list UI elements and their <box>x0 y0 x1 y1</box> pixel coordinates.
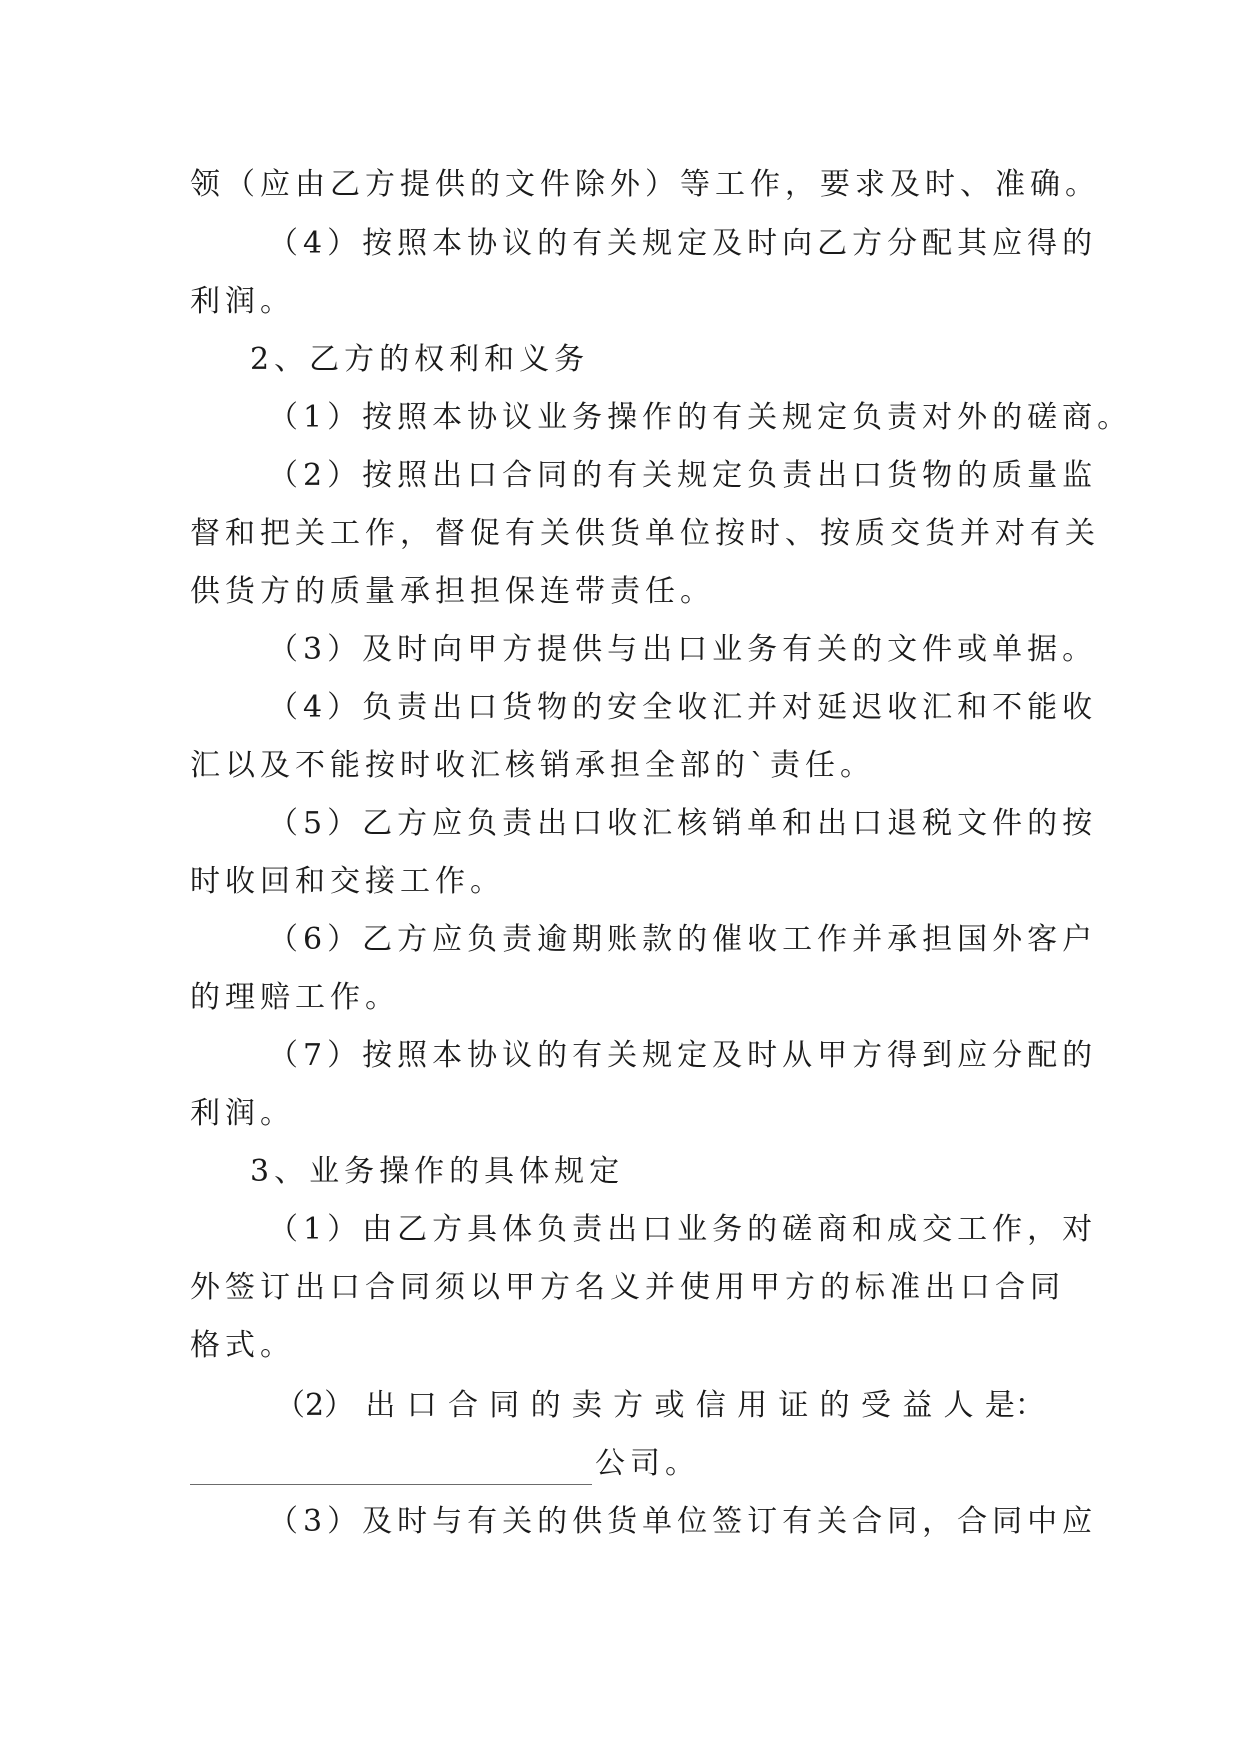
text-line: （6）乙方应负责逾期账款的催收工作并承担国外客户 <box>268 922 1098 957</box>
text-line: 供货方的质量承担担保连带责任。 <box>190 574 715 609</box>
text-line: （5）乙方应负责出口收汇核销单和出口退税文件的按 <box>268 806 1098 841</box>
spread-char: 合 <box>447 1388 478 1423</box>
spread-char: 用 <box>737 1388 768 1423</box>
spread-char: 卖 <box>571 1388 602 1423</box>
spread-char: 是： <box>984 1388 1045 1423</box>
text-line: （7）按照本协议的有关规定及时从甲方得到应分配的 <box>268 1038 1098 1073</box>
section-heading: 3、业务操作的具体规定 <box>250 1154 625 1189</box>
text-line: （3）及时向甲方提供与出口业务有关的文件或单据。 <box>268 632 1098 667</box>
text-line: （4）负责出口货物的安全收汇并对延迟收汇和不能收 <box>268 690 1098 725</box>
spread-char: 益 <box>902 1388 933 1423</box>
spread-char: 口 <box>406 1388 437 1423</box>
spread-char: 同 <box>489 1388 520 1423</box>
text-line: （2）按照出口合同的有关规定负责出口货物的质量监 <box>268 458 1098 493</box>
spread-char: （2） <box>275 1388 355 1423</box>
text-line: 公司。 <box>595 1446 700 1481</box>
text-line: 领（应由乙方提供的文件除外）等工作，要求及时、准确。 <box>190 167 1100 202</box>
spread-char: 方 <box>613 1388 644 1423</box>
spread-char: 人 <box>943 1388 974 1423</box>
spread-char: 或 <box>654 1388 685 1423</box>
text-line: （3）及时与有关的供货单位签订有关合同，合同中应 <box>268 1504 1098 1539</box>
text-line: 汇以及不能按时收汇核销承担全部的`责任。 <box>190 748 875 783</box>
text-line: 的理赔工作。 <box>190 980 400 1015</box>
spread-char: 出 <box>365 1388 396 1423</box>
text-line: （1）按照本协议业务操作的有关规定负责对外的磋商。 <box>268 400 1133 435</box>
text-line: 时收回和交接工作。 <box>190 864 505 899</box>
spread-text-line <box>275 1386 1045 1426</box>
spread-char: 受 <box>860 1388 891 1423</box>
text-line: 外签订出口合同须以甲方名义并使用甲方的标准出口合同 <box>190 1270 1065 1305</box>
text-line: 利润。 <box>190 284 295 319</box>
spread-char: 的 <box>530 1388 561 1423</box>
fill-in-blank-line <box>190 1484 592 1485</box>
text-line: 格式。 <box>190 1328 295 1363</box>
spread-char: 的 <box>819 1388 850 1423</box>
text-line: （1）由乙方具体负责出口业务的磋商和成交工作，对 <box>268 1212 1098 1247</box>
text-line: （4）按照本协议的有关规定及时向乙方分配其应得的 <box>268 226 1098 261</box>
spread-char: 证 <box>778 1388 809 1423</box>
text-line: 利润。 <box>190 1096 295 1131</box>
section-heading: 2、乙方的权利和义务 <box>250 342 590 377</box>
text-line: 督和把关工作，督促有关供货单位按时、按质交货并对有关 <box>190 516 1100 551</box>
spread-char: 信 <box>695 1388 726 1423</box>
